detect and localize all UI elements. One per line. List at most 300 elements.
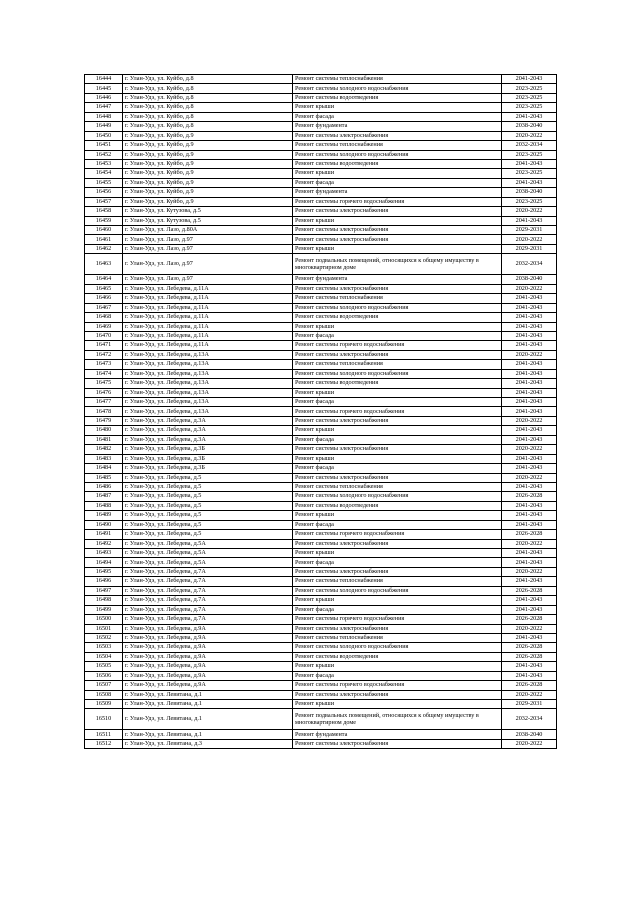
- row-number-cell: 16500: [85, 615, 123, 624]
- work-type-cell: Ремонт системы холодного водоснабжения: [293, 643, 502, 652]
- period-cell: 2041-2043: [502, 549, 557, 558]
- period-cell: 2023-2025: [502, 84, 557, 93]
- address-cell: г. Улан-Удэ, ул. Куйбо, д.8: [123, 112, 293, 121]
- period-cell: 2026-2028: [502, 492, 557, 501]
- address-cell: г. Улан-Удэ, ул. Кутузова, д.5: [123, 216, 293, 225]
- row-number-cell: 16512: [85, 739, 123, 748]
- work-type-cell: Ремонт крыши: [293, 169, 502, 178]
- work-type-cell: Ремонт системы холодного водоснабжения: [293, 150, 502, 159]
- row-number-cell: 16494: [85, 558, 123, 567]
- address-cell: г. Улан-Удэ, ул. Лебедева, д.5: [123, 501, 293, 510]
- address-cell: г. Улан-Удэ, ул. Лебедева, д.5: [123, 492, 293, 501]
- table-row: [85, 520, 557, 529]
- period-cell: 2041-2043: [502, 605, 557, 614]
- row-number-cell: 16483: [85, 454, 123, 463]
- row-number-cell: 16452: [85, 150, 123, 159]
- row-number-cell: 16490: [85, 520, 123, 529]
- table-row: [85, 643, 557, 652]
- address-cell: г. Улан-Удэ, ул. Лебедева, д.5А: [123, 539, 293, 548]
- row-number-cell: 16488: [85, 501, 123, 510]
- address-cell: г. Улан-Удэ, ул. Лебедева, д.7А: [123, 586, 293, 595]
- address-cell: г. Улан-Удэ, ул. Лебедева, д.13А: [123, 350, 293, 359]
- table-row: [85, 454, 557, 463]
- work-type-cell: Ремонт системы электроснабжения: [293, 284, 502, 293]
- table-row: [85, 84, 557, 93]
- row-number-cell: 16458: [85, 207, 123, 216]
- work-type-cell: Ремонт фасада: [293, 435, 502, 444]
- work-type-cell: Ремонт системы электроснабжения: [293, 131, 502, 140]
- work-type-cell: Ремонт системы холодного водоснабжения: [293, 84, 502, 93]
- period-cell: 2041-2043: [502, 360, 557, 369]
- row-number-cell: 16485: [85, 473, 123, 482]
- work-type-cell: Ремонт фасада: [293, 331, 502, 340]
- table-row: [85, 159, 557, 168]
- table-row: [85, 331, 557, 340]
- table-row: [85, 379, 557, 388]
- period-cell: 2038-2040: [502, 275, 557, 284]
- address-cell: г. Улан-Удэ, ул. Лебедева, д.9А: [123, 662, 293, 671]
- row-number-cell: 16475: [85, 379, 123, 388]
- work-type-cell: Ремонт системы теплоснабжения: [293, 482, 502, 491]
- table-row: [85, 596, 557, 605]
- table-row: [85, 739, 557, 748]
- work-type-cell: Ремонт системы теплоснабжения: [293, 577, 502, 586]
- row-number-cell: 16448: [85, 112, 123, 121]
- period-cell: 2041-2043: [502, 662, 557, 671]
- address-cell: г. Улан-Удэ, ул. Куйбо, д.8: [123, 84, 293, 93]
- address-cell: г. Улан-Удэ, ул. Лебедева, д.5: [123, 530, 293, 539]
- table-row: [85, 150, 557, 159]
- row-number-cell: 16467: [85, 303, 123, 312]
- table-row: [85, 730, 557, 739]
- row-number-cell: 16511: [85, 730, 123, 739]
- work-type-cell: Ремонт подвальных помещений, относящихся к общему имуществу в многоквартирном доме: [293, 709, 502, 730]
- period-cell: 2020-2022: [502, 207, 557, 216]
- table-row: [85, 294, 557, 303]
- table-row: [85, 671, 557, 680]
- work-type-cell: Ремонт системы теплоснабжения: [293, 360, 502, 369]
- row-number-cell: 16476: [85, 388, 123, 397]
- work-type-cell: Ремонт крыши: [293, 454, 502, 463]
- table-row: [85, 169, 557, 178]
- table-row: [85, 131, 557, 140]
- work-type-cell: Ремонт системы теплоснабжения: [293, 633, 502, 642]
- period-cell: 2023-2025: [502, 169, 557, 178]
- work-type-cell: Ремонт системы горячего водоснабжения: [293, 197, 502, 206]
- table-row: [85, 482, 557, 491]
- address-cell: г. Улан-Удэ, ул. Лебедева, д.3А: [123, 435, 293, 444]
- address-cell: г. Улан-Удэ, ул. Левитана, д.3: [123, 739, 293, 748]
- work-type-cell: Ремонт системы теплоснабжения: [293, 294, 502, 303]
- address-cell: г. Улан-Удэ, ул. Лебедева, д.11А: [123, 284, 293, 293]
- table-row: [85, 624, 557, 633]
- row-number-cell: 16499: [85, 605, 123, 614]
- table-row: [85, 341, 557, 350]
- table-row: [85, 197, 557, 206]
- period-cell: 2026-2028: [502, 643, 557, 652]
- work-type-cell: Ремонт крыши: [293, 103, 502, 112]
- period-cell: 2020-2022: [502, 284, 557, 293]
- row-number-cell: 16477: [85, 398, 123, 407]
- address-cell: г. Улан-Удэ, ул. Лебедева, д.11А: [123, 322, 293, 331]
- work-type-cell: Ремонт крыши: [293, 426, 502, 435]
- table-row: [85, 216, 557, 225]
- period-cell: 2041-2043: [502, 379, 557, 388]
- address-cell: г. Улан-Удэ, ул. Лебедева, д.13А: [123, 398, 293, 407]
- row-number-cell: 16461: [85, 235, 123, 244]
- period-cell: 2020-2022: [502, 473, 557, 482]
- table-row: [85, 275, 557, 284]
- address-cell: г. Улан-Удэ, ул. Лазо, д.80А: [123, 226, 293, 235]
- table-row: [85, 549, 557, 558]
- row-number-cell: 16444: [85, 75, 123, 84]
- address-cell: г. Улан-Удэ, ул. Лебедева, д.7А: [123, 577, 293, 586]
- table-row: [85, 188, 557, 197]
- row-number-cell: 16445: [85, 84, 123, 93]
- address-cell: г. Улан-Удэ, ул. Лебедева, д.11А: [123, 341, 293, 350]
- work-type-cell: Ремонт системы электроснабжения: [293, 416, 502, 425]
- period-cell: 2041-2043: [502, 159, 557, 168]
- period-cell: 2023-2025: [502, 197, 557, 206]
- period-cell: 2026-2028: [502, 615, 557, 624]
- period-cell: 2041-2043: [502, 464, 557, 473]
- period-cell: 2041-2043: [502, 596, 557, 605]
- address-cell: г. Улан-Удэ, ул. Лебедева, д.5: [123, 520, 293, 529]
- table-row: [85, 464, 557, 473]
- period-cell: 2041-2043: [502, 520, 557, 529]
- table-row: [85, 226, 557, 235]
- work-type-cell: Ремонт крыши: [293, 596, 502, 605]
- period-cell: 2020-2022: [502, 445, 557, 454]
- period-cell: 2041-2043: [502, 454, 557, 463]
- address-cell: г. Улан-Удэ, ул. Куйбо, д.9: [123, 131, 293, 140]
- address-cell: г. Улан-Удэ, ул. Куйбо, д.9: [123, 159, 293, 168]
- row-number-cell: 16510: [85, 709, 123, 730]
- row-number-cell: 16473: [85, 360, 123, 369]
- table-row: [85, 435, 557, 444]
- work-type-cell: Ремонт крыши: [293, 511, 502, 520]
- work-type-cell: Ремонт системы электроснабжения: [293, 567, 502, 576]
- row-number-cell: 16503: [85, 643, 123, 652]
- period-cell: 2026-2028: [502, 652, 557, 661]
- work-type-cell: Ремонт системы электроснабжения: [293, 445, 502, 454]
- row-number-cell: 16506: [85, 671, 123, 680]
- period-cell: 2032-2034: [502, 709, 557, 730]
- period-cell: 2041-2043: [502, 178, 557, 187]
- work-type-cell: Ремонт системы электроснабжения: [293, 739, 502, 748]
- address-cell: г. Улан-Удэ, ул. Лебедева, д.3А: [123, 426, 293, 435]
- row-number-cell: 16479: [85, 416, 123, 425]
- address-cell: г. Улан-Удэ, ул. Лебедева, д.5А: [123, 558, 293, 567]
- work-type-cell: Ремонт фундамента: [293, 275, 502, 284]
- table-row: [85, 416, 557, 425]
- period-cell: 2020-2022: [502, 235, 557, 244]
- table-row: [85, 103, 557, 112]
- row-number-cell: 16471: [85, 341, 123, 350]
- work-type-cell: Ремонт фасада: [293, 520, 502, 529]
- address-cell: г. Улан-Удэ, ул. Лебедева, д.3Б: [123, 445, 293, 454]
- work-type-cell: Ремонт системы электроснабжения: [293, 624, 502, 633]
- row-number-cell: 16456: [85, 188, 123, 197]
- period-cell: 2041-2043: [502, 341, 557, 350]
- table-body: [85, 75, 557, 749]
- period-cell: 2023-2025: [502, 93, 557, 102]
- work-type-cell: Ремонт крыши: [293, 216, 502, 225]
- table-row: [85, 426, 557, 435]
- period-cell: 2041-2043: [502, 216, 557, 225]
- row-number-cell: 16465: [85, 284, 123, 293]
- row-number-cell: 16491: [85, 530, 123, 539]
- row-number-cell: 16464: [85, 275, 123, 284]
- address-cell: г. Улан-Удэ, ул. Лебедева, д.11А: [123, 294, 293, 303]
- row-number-cell: 16457: [85, 197, 123, 206]
- address-cell: г. Улан-Удэ, ул. Лебедева, д.7А: [123, 615, 293, 624]
- table-row: [85, 244, 557, 253]
- address-cell: г. Улан-Удэ, ул. Лебедева, д.5: [123, 511, 293, 520]
- work-type-cell: Ремонт системы водоотведения: [293, 652, 502, 661]
- period-cell: 2041-2043: [502, 294, 557, 303]
- table-row: [85, 93, 557, 102]
- period-cell: 2041-2043: [502, 633, 557, 642]
- address-cell: г. Улан-Удэ, ул. Лебедева, д.11А: [123, 313, 293, 322]
- address-cell: г. Улан-Удэ, ул. Лазо, д.97: [123, 235, 293, 244]
- work-type-cell: Ремонт фасада: [293, 112, 502, 121]
- row-number-cell: 16474: [85, 369, 123, 378]
- address-cell: г. Улан-Удэ, ул. Лебедева, д.9А: [123, 624, 293, 633]
- address-cell: г. Улан-Удэ, ул. Куйбо, д.9: [123, 169, 293, 178]
- work-type-cell: Ремонт системы горячего водоснабжения: [293, 681, 502, 690]
- period-cell: 2029-2031: [502, 226, 557, 235]
- table-row: [85, 501, 557, 510]
- period-cell: 2041-2043: [502, 511, 557, 520]
- table-row: [85, 369, 557, 378]
- work-type-cell: Ремонт крыши: [293, 549, 502, 558]
- address-cell: г. Улан-Удэ, ул. Лебедева, д.13А: [123, 369, 293, 378]
- work-type-cell: Ремонт фундамента: [293, 730, 502, 739]
- period-cell: 2041-2043: [502, 558, 557, 567]
- address-cell: г. Улан-Удэ, ул. Лебедева, д.7А: [123, 567, 293, 576]
- address-cell: г. Улан-Удэ, ул. Лебедева, д.3Б: [123, 454, 293, 463]
- table-row: [85, 539, 557, 548]
- table-row: [85, 473, 557, 482]
- table-row: [85, 388, 557, 397]
- period-cell: 2041-2043: [502, 322, 557, 331]
- period-cell: 2032-2034: [502, 254, 557, 275]
- address-cell: г. Улан-Удэ, ул. Лебедева, д.5: [123, 482, 293, 491]
- row-number-cell: 16446: [85, 93, 123, 102]
- work-type-cell: Ремонт системы горячего водоснабжения: [293, 341, 502, 350]
- table-row: [85, 530, 557, 539]
- work-type-cell: Ремонт системы теплоснабжения: [293, 141, 502, 150]
- row-number-cell: 16470: [85, 331, 123, 340]
- work-type-cell: Ремонт системы водоотведения: [293, 159, 502, 168]
- address-cell: г. Улан-Удэ, ул. Лебедева, д.13А: [123, 360, 293, 369]
- row-number-cell: 16449: [85, 122, 123, 131]
- work-type-cell: Ремонт системы электроснабжения: [293, 226, 502, 235]
- work-type-cell: Ремонт системы водоотведения: [293, 379, 502, 388]
- work-type-cell: Ремонт системы теплоснабжения: [293, 75, 502, 84]
- period-cell: 2026-2028: [502, 681, 557, 690]
- work-type-cell: Ремонт системы водоотведения: [293, 313, 502, 322]
- work-type-cell: Ремонт фундамента: [293, 122, 502, 131]
- table-row: [85, 445, 557, 454]
- row-number-cell: 16478: [85, 407, 123, 416]
- period-cell: 2041-2043: [502, 407, 557, 416]
- table-row: [85, 662, 557, 671]
- row-number-cell: 16505: [85, 662, 123, 671]
- row-number-cell: 16472: [85, 350, 123, 359]
- address-cell: г. Улан-Удэ, ул. Лебедева, д.9А: [123, 633, 293, 642]
- row-number-cell: 16451: [85, 141, 123, 150]
- row-number-cell: 16454: [85, 169, 123, 178]
- table-row: [85, 178, 557, 187]
- row-number-cell: 16484: [85, 464, 123, 473]
- address-cell: г. Улан-Удэ, ул. Лебедева, д.7А: [123, 605, 293, 614]
- table-row: [85, 235, 557, 244]
- table-row: [85, 605, 557, 614]
- table-row: [85, 207, 557, 216]
- period-cell: 2026-2028: [502, 530, 557, 539]
- row-number-cell: 16496: [85, 577, 123, 586]
- work-type-cell: Ремонт системы холодного водоснабжения: [293, 586, 502, 595]
- work-type-cell: Ремонт фасада: [293, 671, 502, 680]
- work-type-cell: Ремонт системы холодного водоснабжения: [293, 369, 502, 378]
- period-cell: 2041-2043: [502, 501, 557, 510]
- table-row: [85, 350, 557, 359]
- address-cell: г. Улан-Удэ, ул. Лазо, д.97: [123, 275, 293, 284]
- period-cell: 2038-2040: [502, 730, 557, 739]
- period-cell: 2041-2043: [502, 75, 557, 84]
- work-type-cell: Ремонт крыши: [293, 662, 502, 671]
- work-type-cell: Ремонт фасада: [293, 464, 502, 473]
- table-row: [85, 398, 557, 407]
- address-cell: г. Улан-Удэ, ул. Лебедева, д.5А: [123, 549, 293, 558]
- work-type-cell: Ремонт системы электроснабжения: [293, 235, 502, 244]
- period-cell: 2041-2043: [502, 435, 557, 444]
- row-number-cell: 16493: [85, 549, 123, 558]
- work-type-cell: Ремонт системы горячего водоснабжения: [293, 615, 502, 624]
- table-row: [85, 407, 557, 416]
- address-cell: г. Улан-Удэ, ул. Кутузова, д.5: [123, 207, 293, 216]
- address-cell: г. Улан-Удэ, ул. Лебедева, д.9А: [123, 681, 293, 690]
- row-number-cell: 16498: [85, 596, 123, 605]
- table-row: [85, 633, 557, 642]
- work-type-cell: Ремонт фасада: [293, 178, 502, 187]
- period-cell: 2023-2025: [502, 150, 557, 159]
- table-row: [85, 586, 557, 595]
- table-row: [85, 709, 557, 730]
- work-type-cell: Ремонт крыши: [293, 322, 502, 331]
- work-type-cell: Ремонт фасада: [293, 558, 502, 567]
- row-number-cell: 16466: [85, 294, 123, 303]
- row-number-cell: 16450: [85, 131, 123, 140]
- period-cell: 2029-2031: [502, 700, 557, 709]
- address-cell: г. Улан-Удэ, ул. Лебедева, д.13А: [123, 407, 293, 416]
- work-type-cell: Ремонт системы водоотведения: [293, 93, 502, 102]
- capital-repair-table: [84, 74, 557, 749]
- work-type-cell: Ремонт фасада: [293, 398, 502, 407]
- table-row: [85, 360, 557, 369]
- work-type-cell: Ремонт крыши: [293, 388, 502, 397]
- period-cell: 2032-2034: [502, 141, 557, 150]
- period-cell: 2041-2043: [502, 313, 557, 322]
- address-cell: г. Улан-Удэ, ул. Левитана, д.1: [123, 700, 293, 709]
- row-number-cell: 16508: [85, 690, 123, 699]
- address-cell: г. Улан-Удэ, ул. Левитана, д.1: [123, 690, 293, 699]
- row-number-cell: 16463: [85, 254, 123, 275]
- row-number-cell: 16453: [85, 159, 123, 168]
- period-cell: 2041-2043: [502, 426, 557, 435]
- address-cell: г. Улан-Удэ, ул. Лебедева, д.9А: [123, 652, 293, 661]
- period-cell: 2041-2043: [502, 577, 557, 586]
- address-cell: г. Улан-Удэ, ул. Лебедева, д.3А: [123, 416, 293, 425]
- period-cell: 2020-2022: [502, 131, 557, 140]
- period-cell: 2020-2022: [502, 567, 557, 576]
- row-number-cell: 16497: [85, 586, 123, 595]
- address-cell: г. Улан-Удэ, ул. Лебедева, д.13А: [123, 388, 293, 397]
- period-cell: 2041-2043: [502, 398, 557, 407]
- row-number-cell: 16482: [85, 445, 123, 454]
- row-number-cell: 16489: [85, 511, 123, 520]
- table-row: [85, 681, 557, 690]
- work-type-cell: Ремонт крыши: [293, 700, 502, 709]
- table-row: [85, 690, 557, 699]
- address-cell: г. Улан-Удэ, ул. Лебедева, д.11А: [123, 303, 293, 312]
- address-cell: г. Улан-Удэ, ул. Левитана, д.1: [123, 709, 293, 730]
- table-row: [85, 615, 557, 624]
- row-number-cell: 16459: [85, 216, 123, 225]
- row-number-cell: 16504: [85, 652, 123, 661]
- row-number-cell: 16469: [85, 322, 123, 331]
- table-row: [85, 122, 557, 131]
- address-cell: г. Улан-Удэ, ул. Лебедева, д.9А: [123, 671, 293, 680]
- table-row: [85, 254, 557, 275]
- work-type-cell: Ремонт системы горячего водоснабжения: [293, 407, 502, 416]
- row-number-cell: 16447: [85, 103, 123, 112]
- address-cell: г. Улан-Удэ, ул. Куйбо, д.9: [123, 188, 293, 197]
- period-cell: 2041-2043: [502, 112, 557, 121]
- address-cell: г. Улан-Удэ, ул. Лазо, д.97: [123, 244, 293, 253]
- address-cell: г. Улан-Удэ, ул. Лебедева, д.9А: [123, 643, 293, 652]
- row-number-cell: 16460: [85, 226, 123, 235]
- work-type-cell: Ремонт системы холодного водоснабжения: [293, 492, 502, 501]
- period-cell: 2041-2043: [502, 331, 557, 340]
- period-cell: 2038-2040: [502, 122, 557, 131]
- period-cell: 2041-2043: [502, 388, 557, 397]
- row-number-cell: 16495: [85, 567, 123, 576]
- table-row: [85, 558, 557, 567]
- table-row: [85, 112, 557, 121]
- period-cell: 2020-2022: [502, 624, 557, 633]
- period-cell: 2020-2022: [502, 690, 557, 699]
- table-row: [85, 652, 557, 661]
- row-number-cell: 16480: [85, 426, 123, 435]
- table-row: [85, 492, 557, 501]
- row-number-cell: 16468: [85, 313, 123, 322]
- row-number-cell: 16462: [85, 244, 123, 253]
- work-type-cell: Ремонт фундамента: [293, 188, 502, 197]
- period-cell: 2020-2022: [502, 350, 557, 359]
- table-row: [85, 303, 557, 312]
- address-cell: г. Улан-Удэ, ул. Куйбо, д.9: [123, 178, 293, 187]
- row-number-cell: 16487: [85, 492, 123, 501]
- period-cell: 2041-2043: [502, 671, 557, 680]
- work-type-cell: Ремонт системы горячего водоснабжения: [293, 530, 502, 539]
- address-cell: г. Улан-Удэ, ул. Лебедева, д.13А: [123, 379, 293, 388]
- period-cell: 2041-2043: [502, 369, 557, 378]
- address-cell: г. Улан-Удэ, ул. Лебедева, д.3Б: [123, 464, 293, 473]
- work-type-cell: Ремонт крыши: [293, 244, 502, 253]
